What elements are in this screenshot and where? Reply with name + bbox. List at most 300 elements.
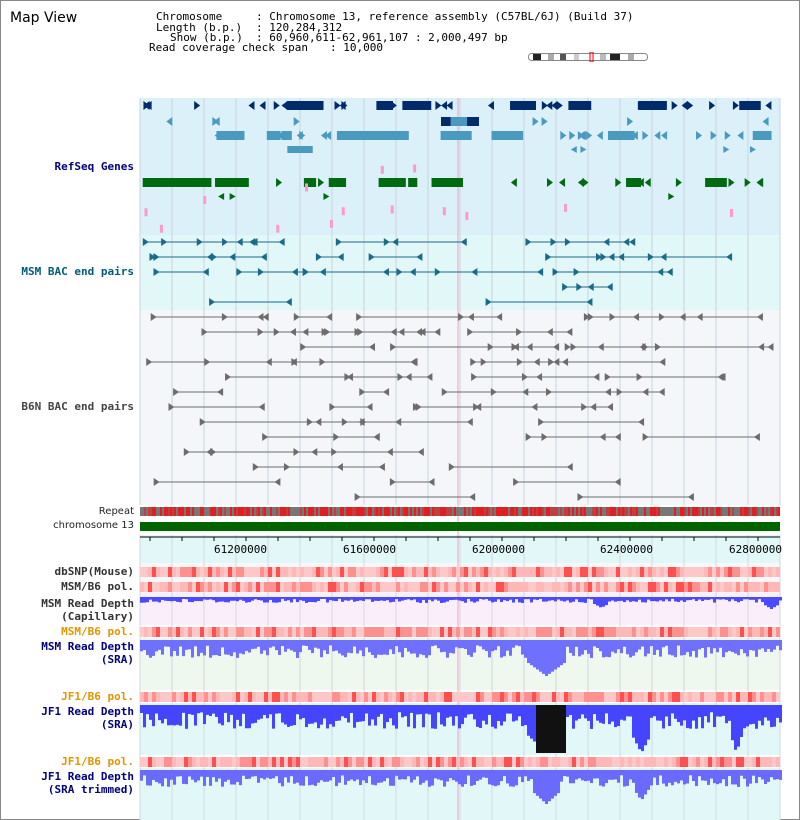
depth-bar	[743, 597, 746, 599]
repeat-bar	[374, 507, 376, 516]
repeat-bar	[672, 507, 674, 516]
depth-bar	[659, 640, 662, 657]
depth-bar	[680, 597, 683, 601]
pol-cell	[768, 692, 772, 702]
pol-cell	[264, 567, 268, 577]
depth-bar	[296, 597, 299, 602]
gene-box	[215, 178, 249, 187]
repeat-bar	[166, 507, 168, 516]
repeat-bar	[150, 507, 152, 516]
track-label-jf1-read-sra[interactable]: JF1 Read Depth	[41, 705, 134, 718]
pol-cell	[364, 627, 368, 637]
depth-bar	[230, 640, 233, 656]
depth-bar	[578, 597, 581, 602]
depth-bar	[662, 770, 665, 784]
pol-cell	[324, 757, 328, 767]
depth-bar	[611, 640, 614, 652]
pol-cell	[436, 627, 440, 637]
pol-cell	[508, 692, 512, 702]
pol-cell	[428, 757, 432, 767]
pol-cell	[676, 567, 680, 577]
track-label-msm-read-sra[interactable]: MSM Read Depth	[41, 640, 134, 653]
pol-cell	[676, 692, 680, 702]
depth-bar	[287, 640, 290, 649]
pol-cell	[444, 627, 448, 637]
pol-cell	[516, 692, 520, 702]
pol-cell	[512, 692, 516, 702]
depth-bar	[170, 705, 173, 725]
depth-bar	[710, 597, 713, 599]
depth-bar	[254, 770, 257, 776]
depth-bar	[695, 597, 698, 601]
depth-bar	[416, 640, 419, 657]
gene-box	[298, 101, 323, 110]
pol-cell	[520, 627, 524, 637]
depth-bar	[344, 597, 347, 600]
repeat-bar	[632, 507, 634, 516]
depth-bar	[608, 705, 611, 724]
pol-cell	[292, 567, 296, 577]
depth-bar	[371, 640, 374, 655]
repeat-bar	[686, 507, 688, 516]
pol-cell	[356, 627, 360, 637]
depth-bar	[365, 770, 368, 783]
pol-cell	[728, 567, 732, 577]
pol-cell	[384, 627, 388, 637]
pol-cell	[348, 627, 352, 637]
track-label-jf1-b6-pol-1[interactable]: JF1/B6 pol.	[61, 690, 134, 703]
gene-box	[739, 101, 760, 110]
depth-bar	[278, 705, 281, 713]
depth-bar	[575, 640, 578, 647]
pol-cell	[552, 582, 556, 592]
depth-bar	[266, 705, 269, 718]
axis-tick-label: 62800000	[729, 543, 782, 556]
depth-bar	[347, 705, 350, 722]
repeat-bar	[286, 507, 288, 516]
repeat-bar	[720, 507, 722, 516]
pol-cell	[276, 567, 280, 577]
pol-cell	[416, 567, 420, 577]
pol-cell	[240, 582, 244, 592]
repeat-bar	[284, 507, 286, 516]
pol-cell	[476, 582, 480, 592]
depth-bar	[554, 640, 557, 670]
repeat-bar	[616, 507, 618, 516]
pol-cell	[652, 627, 656, 637]
depth-bar	[371, 770, 374, 785]
repeat-bar	[470, 507, 472, 516]
depth-bar	[563, 640, 566, 663]
repeat-bar	[292, 507, 294, 516]
depth-bar	[284, 640, 287, 652]
depth-bar	[464, 640, 467, 649]
pol-cell	[448, 582, 452, 592]
repeat-bar	[168, 507, 170, 516]
pol-cell	[728, 627, 732, 637]
depth-bar	[515, 640, 518, 645]
pol-cell	[556, 692, 560, 702]
depth-bar	[218, 705, 221, 723]
repeat-bar	[698, 507, 700, 516]
pol-cell	[740, 692, 744, 702]
repeat-bar	[584, 507, 586, 516]
depth-bar	[614, 770, 617, 779]
pol-cell	[700, 567, 704, 577]
pol-cell	[772, 627, 776, 637]
pol-cell	[484, 692, 488, 702]
depth-bar	[695, 705, 698, 729]
depth-bar	[320, 640, 323, 657]
pol-cell	[188, 627, 192, 637]
depth-bar	[422, 597, 425, 600]
depth-bar	[305, 597, 308, 603]
pol-cell	[324, 627, 328, 637]
repeat-bar	[700, 507, 702, 516]
pol-cell	[588, 757, 592, 767]
depth-bar	[455, 770, 458, 782]
depth-bar	[761, 705, 764, 725]
pol-cell	[776, 692, 780, 702]
pol-cell	[496, 757, 500, 767]
pol-cell	[640, 582, 644, 592]
pol-cell	[644, 692, 648, 702]
pol-cell	[376, 567, 380, 577]
gene-box	[465, 212, 468, 220]
repeat-bar	[378, 507, 380, 516]
depth-bar	[314, 770, 317, 786]
depth-bar	[524, 597, 527, 599]
gene-box	[203, 196, 206, 204]
pol-cell	[764, 627, 768, 637]
depth-bar	[638, 640, 641, 650]
repeat-bar	[658, 507, 660, 516]
depth-bar	[287, 597, 290, 600]
pol-cell	[332, 582, 336, 592]
depth-bar	[158, 640, 161, 650]
depth-bar	[476, 640, 479, 646]
repeat-bar	[582, 507, 584, 516]
depth-bar	[695, 640, 698, 657]
depth-bar	[746, 597, 749, 599]
depth-bar	[197, 597, 200, 601]
depth-bar	[647, 597, 650, 600]
repeat-bar	[758, 507, 760, 516]
pol-cell	[156, 567, 160, 577]
track-label-msm-bac[interactable]: MSM BAC end pairs	[21, 265, 134, 278]
depth-bar	[455, 597, 458, 600]
depth-bar	[761, 597, 764, 602]
depth-bar	[575, 770, 578, 779]
depth-bar	[338, 640, 341, 653]
depth-bar	[641, 770, 644, 799]
depth-bar	[263, 640, 266, 650]
track-label-msm-b6-pol-1[interactable]: MSM/B6 pol.	[61, 580, 134, 593]
depth-bar	[485, 770, 488, 778]
repeat-bar	[216, 507, 218, 516]
pol-cell	[572, 627, 576, 637]
pol-cell	[592, 567, 596, 577]
depth-bar	[434, 705, 437, 729]
depth-bar	[308, 597, 311, 602]
depth-bar	[365, 705, 368, 713]
repeat-bar	[652, 507, 654, 516]
depth-saturated-bar	[557, 705, 560, 753]
depth-bar	[329, 640, 332, 645]
pol-cell	[272, 757, 276, 767]
repeat-bar	[246, 507, 248, 516]
repeat-bar	[694, 507, 696, 516]
pol-cell	[372, 627, 376, 637]
pol-cell	[400, 627, 404, 637]
pol-cell	[472, 692, 476, 702]
pol-cell	[276, 757, 280, 767]
pol-cell	[448, 567, 452, 577]
pol-cell	[636, 757, 640, 767]
pol-cell	[160, 627, 164, 637]
pol-cell	[572, 567, 576, 577]
repeat-bar	[334, 507, 336, 516]
pol-cell	[144, 757, 148, 767]
pol-cell	[220, 757, 224, 767]
depth-bar	[470, 705, 473, 714]
pol-cell	[228, 582, 232, 592]
pol-cell	[724, 692, 728, 702]
depth-bar	[161, 705, 164, 723]
depth-bar	[443, 640, 446, 652]
pol-cell	[748, 582, 752, 592]
depth-bar	[164, 640, 167, 647]
pol-cell	[764, 567, 768, 577]
pol-cell	[328, 757, 332, 767]
track-label-dbsnp[interactable]: dbSNP(Mouse)	[54, 565, 134, 578]
track-label-msm-b6-pol-2[interactable]: MSM/B6 pol.	[61, 625, 134, 638]
pol-cell	[360, 627, 364, 637]
depth-bar	[734, 640, 737, 654]
depth-bar	[749, 640, 752, 650]
depth-bar	[503, 705, 506, 722]
depth-bar	[242, 705, 245, 714]
depth-bar	[386, 640, 389, 655]
depth-bar	[341, 640, 344, 655]
depth-bar	[755, 597, 758, 602]
gene-box	[342, 207, 345, 215]
depth-bar	[290, 705, 293, 726]
repeat-bar	[608, 507, 610, 516]
repeat-bar	[158, 507, 160, 516]
depth-bar	[164, 705, 167, 719]
repeat-bar	[380, 507, 382, 516]
depth-bar	[467, 770, 470, 776]
depth-bar	[581, 597, 584, 602]
track-label-jf1-read-trimmed[interactable]: JF1 Read Depth	[41, 770, 134, 783]
repeat-bar	[588, 507, 590, 516]
pol-cell	[628, 692, 632, 702]
pol-cell	[416, 627, 420, 637]
pol-cell	[176, 757, 180, 767]
pol-cell	[720, 627, 724, 637]
depth-bar	[707, 597, 710, 600]
pol-cell	[632, 582, 636, 592]
depth-bar	[401, 770, 404, 779]
depth-bar	[323, 640, 326, 650]
pol-cell	[556, 582, 560, 592]
repeat-bar	[350, 507, 352, 516]
gene-box	[282, 131, 292, 140]
repeat-bar	[502, 507, 504, 516]
depth-bar	[632, 640, 635, 656]
depth-bar	[299, 770, 302, 785]
depth-bar	[170, 770, 173, 780]
pol-cell	[352, 692, 356, 702]
repeat-bar	[298, 507, 300, 516]
depth-bar	[632, 770, 635, 783]
depth-bar	[302, 597, 305, 601]
pol-cell	[496, 567, 500, 577]
pol-cell	[756, 692, 760, 702]
pol-cell	[188, 567, 192, 577]
depth-bar	[434, 597, 437, 600]
depth-bar	[470, 640, 473, 657]
depth-bar	[704, 770, 707, 781]
depth-bar	[140, 640, 143, 651]
pol-cell	[596, 582, 600, 592]
gene-box	[276, 225, 279, 233]
pol-cell	[204, 567, 208, 577]
pol-cell	[352, 627, 356, 637]
depth-bar	[281, 597, 284, 599]
depth-bar	[476, 597, 479, 601]
depth-bar	[398, 705, 401, 712]
repeat-bar	[444, 507, 446, 516]
depth-bar	[506, 770, 509, 783]
pol-cell	[752, 692, 756, 702]
pol-cell	[212, 567, 216, 577]
depth-bar	[473, 705, 476, 719]
depth-bar	[140, 705, 143, 713]
repeat-bar	[770, 507, 772, 516]
pol-cell	[444, 582, 448, 592]
depth-bar	[689, 705, 692, 729]
pol-cell	[228, 692, 232, 702]
depth-bar	[734, 597, 737, 601]
depth-bar	[143, 640, 146, 650]
repeat-bar	[484, 507, 486, 516]
depth-bar	[302, 640, 305, 646]
track-label-refseq[interactable]: RefSeq Genes	[54, 160, 134, 173]
repeat-bar	[238, 507, 240, 516]
depth-bar	[224, 770, 227, 782]
pol-cell	[168, 627, 172, 637]
pol-cell	[524, 567, 528, 577]
pol-cell	[704, 757, 708, 767]
repeat-bar	[734, 507, 736, 516]
depth-bar	[383, 705, 386, 728]
depth-bar	[245, 640, 248, 651]
pol-cell	[700, 582, 704, 592]
pol-cell	[220, 582, 224, 592]
depth-bar	[587, 705, 590, 721]
depth-bar	[353, 640, 356, 647]
depth-bar	[635, 770, 638, 793]
depth-bar	[431, 640, 434, 646]
repeat-bar	[778, 507, 780, 516]
pol-cell	[640, 627, 644, 637]
pol-cell	[472, 627, 476, 637]
repeat-bar	[488, 507, 490, 516]
depth-bar	[146, 770, 149, 785]
depth-bar	[773, 770, 776, 780]
depth-bar	[458, 705, 461, 728]
pol-cell	[716, 567, 720, 577]
pol-cell	[632, 567, 636, 577]
pol-cell	[168, 757, 172, 767]
pol-cell	[288, 567, 292, 577]
repeat-bar	[280, 507, 282, 516]
repeat-bar	[250, 507, 252, 516]
pol-cell	[324, 567, 328, 577]
depth-bar	[752, 640, 755, 651]
depth-bar	[461, 597, 464, 601]
repeat-bar	[372, 507, 374, 516]
pol-cell	[148, 692, 152, 702]
depth-bar	[776, 597, 779, 605]
pol-cell	[464, 582, 468, 592]
track-label-jf1-b6-pol-2[interactable]: JF1/B6 pol.	[61, 755, 134, 768]
pol-cell	[388, 757, 392, 767]
depth-bar	[614, 640, 617, 653]
gene-box	[564, 204, 567, 212]
track-label-b6n-bac[interactable]: B6N BAC end pairs	[21, 400, 134, 413]
depth-bar	[617, 770, 620, 783]
depth-bar	[152, 640, 155, 656]
pol-cell	[532, 627, 536, 637]
track-label-msm-read-capillary[interactable]: MSM Read Depth	[41, 597, 134, 610]
depth-bar	[356, 597, 359, 601]
depth-bar	[614, 597, 617, 602]
pol-cell	[384, 692, 388, 702]
depth-bar	[389, 640, 392, 649]
depth-bar	[143, 597, 146, 603]
depth-bar	[236, 705, 239, 720]
depth-bar	[284, 705, 287, 724]
pol-cell	[268, 567, 272, 577]
repeat-bar	[430, 507, 432, 516]
depth-bar	[209, 705, 212, 716]
repeat-bar	[272, 507, 274, 516]
depth-bar	[344, 770, 347, 785]
repeat-bar	[662, 507, 664, 516]
repeat-bar	[466, 507, 468, 516]
pol-cell	[224, 692, 228, 702]
pol-cell	[240, 627, 244, 637]
repeat-bar	[330, 507, 332, 516]
depth-bar	[227, 597, 230, 602]
repeat-bar	[142, 507, 144, 516]
depth-bar	[692, 770, 695, 781]
pol-cell	[652, 757, 656, 767]
depth-bar	[497, 597, 500, 599]
depth-bar	[401, 705, 404, 717]
repeat-bar	[266, 507, 268, 516]
gene-box	[413, 164, 416, 172]
depth-bar	[602, 640, 605, 657]
pol-cell	[216, 582, 220, 592]
pol-cell	[532, 567, 536, 577]
pol-cell	[748, 757, 752, 767]
repeat-bar	[564, 507, 566, 516]
pol-cell	[588, 627, 592, 637]
